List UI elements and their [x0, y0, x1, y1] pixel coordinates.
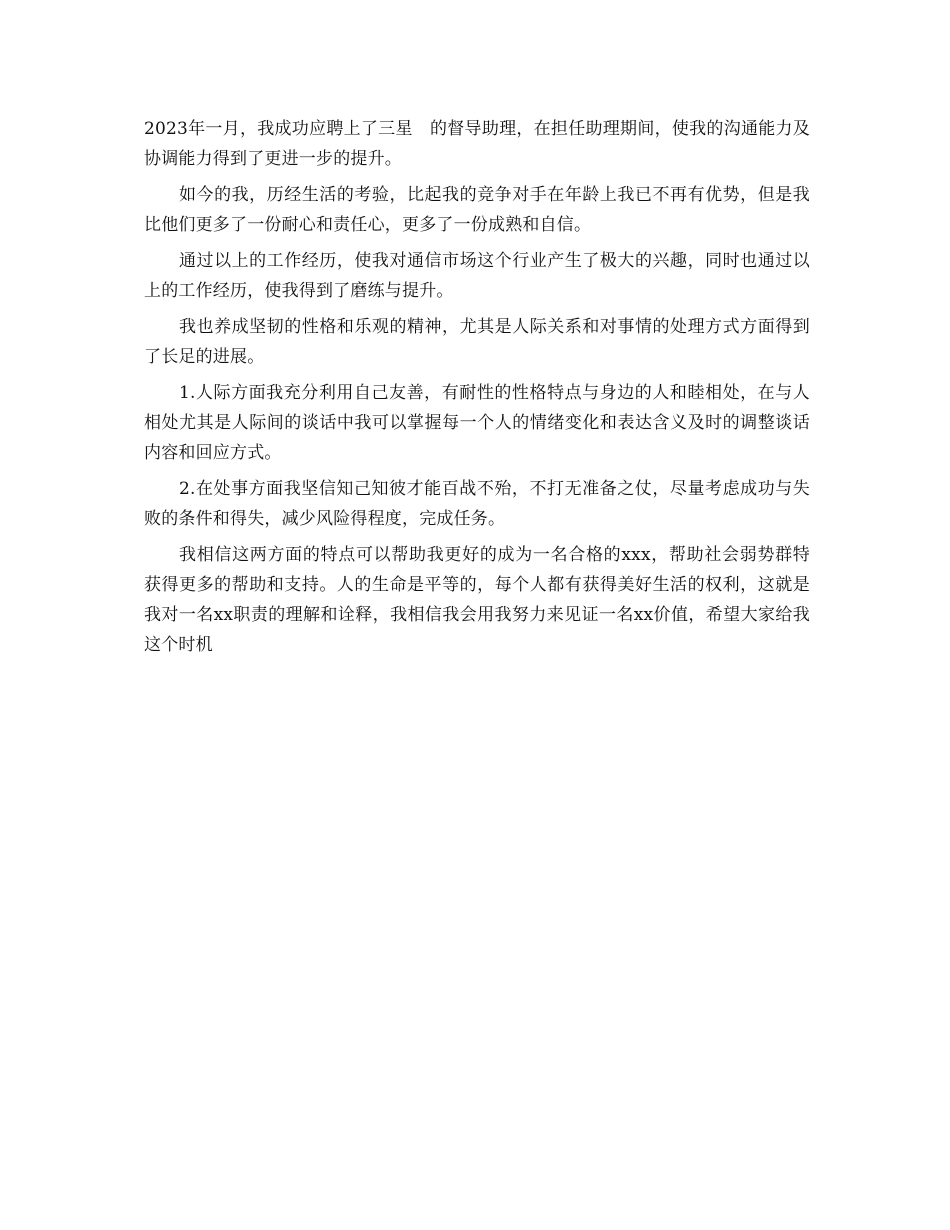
paragraph-2: 如今的我，历经生活的考验，比起我的竞争对手在年龄上我已不再有优势，但是我比他们更多了一份耐心和责任心，更多了一份成熟和自信。 [144, 185, 810, 235]
paragraph-7: 我相信这两方面的特点可以帮助我更好的成为一名合格的xxx，帮助社会弱势群特获得更多的帮助和支持。人的生命是平等的，每个人都有获得美好生活的权利，这就是我对一名xx职责的理解和诠释，我相信我会用我努力来见证一名xx价值，希望大家给我这个时机 [144, 545, 810, 655]
paragraph-6: 2.在处事方面我坚信知己知彼才能百战不殆，不打无准备之仗，尽量考虑成功与失败的条件和得失，减少风险得程度，完成任务。 [144, 479, 810, 529]
paragraph-1: 2023年一月，我成功应聘上了三星 的督导助理，在担任助理期间，使我的沟通能力及协调能力得到了更进一步的提升。 [144, 119, 810, 169]
paragraph-3: 通过以上的工作经历，使我对通信市场这个行业产生了极大的兴趣，同时也通过以上的工作经历，使我得到了磨练与提升。 [144, 251, 810, 301]
paragraph-4: 我也养成坚韧的性格和乐观的精神，尤其是人际关系和对事情的处理方式方面得到了长足的进展。 [144, 317, 810, 367]
paragraph-5: 1.人际方面我充分利用自己友善，有耐性的性格特点与身边的人和睦相处，在与人相处尤其是人际间的谈话中我可以掌握每一个人的情绪变化和表达含义及时的调整谈话内容和回应方式。 [144, 383, 810, 463]
document-body [144, 114, 810, 666]
